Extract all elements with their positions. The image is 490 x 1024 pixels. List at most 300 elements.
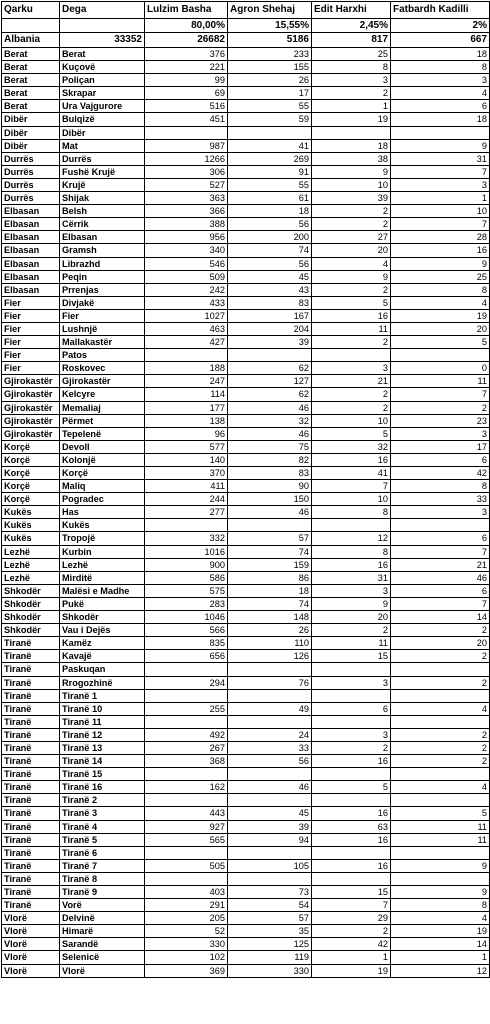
cell-qarku: Lezhë: [2, 545, 60, 558]
cell-dega: Memaliaj: [60, 401, 145, 414]
cell-candidate-2: 76: [228, 676, 312, 689]
cell-candidate-2: 74: [228, 244, 312, 257]
cell-candidate-3: 39: [312, 192, 391, 205]
cell-candidate-3: 10: [312, 178, 391, 191]
table-row: [2, 755, 490, 768]
cell-candidate-2: 155: [228, 61, 312, 74]
table-row: [2, 663, 490, 676]
cell-candidate-1: 221: [145, 61, 228, 74]
table-row: [2, 218, 490, 231]
cell-candidate-2: 39: [228, 336, 312, 349]
cell-dega: Korçë: [60, 467, 145, 480]
cell-candidate-1: 403: [145, 886, 228, 899]
table-row: [2, 48, 490, 61]
cell-candidate-2: 125: [228, 938, 312, 951]
table-row: [2, 493, 490, 506]
cell-candidate-1: 366: [145, 205, 228, 218]
table-row: [2, 689, 490, 702]
cell-candidate-1: 463: [145, 322, 228, 335]
cell-qarku: Korçë: [2, 453, 60, 466]
cell-candidate-4: 1: [391, 192, 490, 205]
cell-candidate-3: 11: [312, 637, 391, 650]
cell-candidate-2: 46: [228, 427, 312, 440]
cell-candidate-3: 2: [312, 87, 391, 100]
table-row: [2, 257, 490, 270]
cell-dega: Gjirokastër: [60, 375, 145, 388]
cell-dega: Sarandë: [60, 938, 145, 951]
cell-candidate-1: 177: [145, 401, 228, 414]
cell-candidate-1: 96: [145, 427, 228, 440]
table-row: [2, 584, 490, 597]
cell-candidate-4: 11: [391, 375, 490, 388]
cell-candidate-3: 29: [312, 912, 391, 925]
cell-candidate-4: 20: [391, 322, 490, 335]
table-row: [2, 100, 490, 113]
cell-candidate-3: 42: [312, 938, 391, 951]
total-candidate-4: 667: [391, 33, 490, 48]
cell-candidate-4: [391, 715, 490, 728]
cell-candidate-2: 91: [228, 165, 312, 178]
cell-candidate-4: 7: [391, 218, 490, 231]
cell-candidate-2: 119: [228, 951, 312, 964]
cell-qarku: Tiranë: [2, 859, 60, 872]
table-row: [2, 532, 490, 545]
cell-candidate-1: [145, 349, 228, 362]
cell-qarku: Tiranë: [2, 741, 60, 754]
cell-candidate-2: 55: [228, 178, 312, 191]
cell-qarku: Elbasan: [2, 218, 60, 231]
cell-candidate-4: 4: [391, 87, 490, 100]
cell-candidate-4: 14: [391, 938, 490, 951]
cell-dega: Kamëz: [60, 637, 145, 650]
cell-candidate-4: 31: [391, 152, 490, 165]
cell-candidate-2: 82: [228, 453, 312, 466]
cell-qarku: Tiranë: [2, 663, 60, 676]
cell-dega: Vorë: [60, 899, 145, 912]
cell-candidate-1: [145, 715, 228, 728]
cell-candidate-1: 577: [145, 440, 228, 453]
cell-candidate-3: 38: [312, 152, 391, 165]
cell-qarku: Gjirokastër: [2, 414, 60, 427]
cell-dega: Devoll: [60, 440, 145, 453]
cell-candidate-4: 11: [391, 820, 490, 833]
cell-candidate-3: 3: [312, 362, 391, 375]
cell-candidate-3: 10: [312, 493, 391, 506]
cell-candidate-3: 31: [312, 571, 391, 584]
cell-dega: Belsh: [60, 205, 145, 218]
cell-candidate-3: 3: [312, 74, 391, 87]
cell-candidate-3: 4: [312, 257, 391, 270]
cell-candidate-1: [145, 519, 228, 532]
cell-candidate-2: 57: [228, 532, 312, 545]
cell-candidate-2: 94: [228, 833, 312, 846]
cell-candidate-1: 267: [145, 741, 228, 754]
cell-qarku: Elbasan: [2, 283, 60, 296]
cell-qarku: Gjirokastër: [2, 401, 60, 414]
cell-candidate-1: [145, 846, 228, 859]
cell-candidate-3: 15: [312, 650, 391, 663]
table-row: [2, 414, 490, 427]
cell-qarku: Tiranë: [2, 846, 60, 859]
cell-candidate-4: 16: [391, 244, 490, 257]
cell-candidate-4: 9: [391, 139, 490, 152]
cell-candidate-1: 162: [145, 781, 228, 794]
cell-candidate-3: 1: [312, 951, 391, 964]
cell-qarku: Tiranë: [2, 637, 60, 650]
cell-candidate-1: 140: [145, 453, 228, 466]
cell-qarku: Kukës: [2, 519, 60, 532]
cell-candidate-4: 14: [391, 611, 490, 624]
cell-dega: Divjakë: [60, 296, 145, 309]
table-row: [2, 440, 490, 453]
cell-candidate-2: 73: [228, 886, 312, 899]
total-candidate-3: 817: [312, 33, 391, 48]
cell-candidate-3: 8: [312, 61, 391, 74]
cell-candidate-2: 83: [228, 296, 312, 309]
cell-candidate-2: 46: [228, 401, 312, 414]
cell-qarku: Korçë: [2, 480, 60, 493]
cell-candidate-3: 16: [312, 755, 391, 768]
cell-candidate-3: 21: [312, 375, 391, 388]
table-row: [2, 165, 490, 178]
header-candidate-4: Fatbardh Kadilli: [391, 2, 490, 19]
cell-candidate-2: [228, 663, 312, 676]
cell-candidate-2: 55: [228, 100, 312, 113]
cell-qarku: Shkodër: [2, 611, 60, 624]
cell-qarku: Vlorë: [2, 912, 60, 925]
cell-qarku: Kukës: [2, 506, 60, 519]
cell-candidate-1: 244: [145, 493, 228, 506]
cell-dega: Fushë Krujë: [60, 165, 145, 178]
cell-qarku: Berat: [2, 74, 60, 87]
table-row: [2, 349, 490, 362]
table-row: [2, 87, 490, 100]
cell-dega: Tiranë 16: [60, 781, 145, 794]
cell-dega: Shkodër: [60, 611, 145, 624]
cell-qarku: Fier: [2, 336, 60, 349]
table-row: [2, 467, 490, 480]
cell-candidate-2: 204: [228, 322, 312, 335]
cell-candidate-4: [391, 872, 490, 885]
table-row: [2, 270, 490, 283]
table-row: [2, 611, 490, 624]
header-qarku: Qarku: [2, 2, 60, 19]
table-row: [2, 938, 490, 951]
cell-candidate-3: 32: [312, 440, 391, 453]
cell-candidate-2: [228, 872, 312, 885]
cell-candidate-4: 9: [391, 257, 490, 270]
cell-dega: Maliq: [60, 480, 145, 493]
cell-candidate-3: [312, 349, 391, 362]
cell-candidate-1: 52: [145, 925, 228, 938]
cell-candidate-2: [228, 768, 312, 781]
cell-qarku: Durrës: [2, 165, 60, 178]
cell-candidate-1: 363: [145, 192, 228, 205]
cell-candidate-4: [391, 663, 490, 676]
cell-candidate-4: 2: [391, 676, 490, 689]
cell-candidate-3: 27: [312, 231, 391, 244]
cell-candidate-4: 10: [391, 205, 490, 218]
cell-candidate-3: 2: [312, 218, 391, 231]
cell-candidate-4: 5: [391, 336, 490, 349]
cell-candidate-2: 90: [228, 480, 312, 493]
cell-candidate-3: 2: [312, 283, 391, 296]
cell-candidate-3: 5: [312, 427, 391, 440]
cell-candidate-3: 12: [312, 532, 391, 545]
cell-candidate-4: 3: [391, 506, 490, 519]
cell-candidate-2: 32: [228, 414, 312, 427]
table-row: [2, 925, 490, 938]
cell-candidate-1: 242: [145, 283, 228, 296]
cell-candidate-3: 3: [312, 584, 391, 597]
cell-dega: Cërrik: [60, 218, 145, 231]
cell-dega: Kelcyre: [60, 388, 145, 401]
results-table-container: [1, 1, 490, 978]
cell-dega: Tepelenë: [60, 427, 145, 440]
cell-candidate-1: [145, 768, 228, 781]
table-row: [2, 244, 490, 257]
cell-candidate-4: 18: [391, 113, 490, 126]
cell-candidate-4: 9: [391, 859, 490, 872]
table-row: [2, 964, 490, 977]
cell-candidate-1: 1027: [145, 309, 228, 322]
cell-candidate-4: 3: [391, 74, 490, 87]
cell-candidate-4: [391, 794, 490, 807]
cell-dega: Tiranë 8: [60, 872, 145, 885]
cell-candidate-2: 17: [228, 87, 312, 100]
cell-candidate-2: 41: [228, 139, 312, 152]
cell-candidate-1: 956: [145, 231, 228, 244]
table-row: [2, 846, 490, 859]
table-row: [2, 519, 490, 532]
cell-candidate-2: 74: [228, 545, 312, 558]
cell-candidate-4: 6: [391, 584, 490, 597]
cell-candidate-3: [312, 846, 391, 859]
cell-candidate-3: [312, 663, 391, 676]
cell-candidate-2: 54: [228, 899, 312, 912]
cell-candidate-3: 2: [312, 925, 391, 938]
cell-candidate-4: 2: [391, 624, 490, 637]
cell-candidate-4: 11: [391, 833, 490, 846]
cell-qarku: Tiranë: [2, 650, 60, 663]
percentage-candidate-4: 2%: [391, 19, 490, 33]
cell-candidate-4: 46: [391, 571, 490, 584]
cell-dega: Tiranë 1: [60, 689, 145, 702]
cell-candidate-2: 126: [228, 650, 312, 663]
cell-qarku: Berat: [2, 61, 60, 74]
cell-dega: Lezhë: [60, 558, 145, 571]
cell-qarku: Dibër: [2, 113, 60, 126]
table-row: [2, 61, 490, 74]
table-row: [2, 637, 490, 650]
cell-qarku: Lezhë: [2, 571, 60, 584]
cell-qarku: Tiranë: [2, 833, 60, 846]
table-row: [2, 427, 490, 440]
cell-candidate-1: 656: [145, 650, 228, 663]
cell-qarku: Durrës: [2, 192, 60, 205]
table-row: [2, 126, 490, 139]
cell-dega: Patos: [60, 349, 145, 362]
table-row: [2, 624, 490, 637]
cell-candidate-2: [228, 846, 312, 859]
cell-qarku: Dibër: [2, 126, 60, 139]
table-row: [2, 912, 490, 925]
cell-candidate-4: 4: [391, 781, 490, 794]
percentage-blank: [60, 19, 145, 33]
cell-candidate-1: 575: [145, 584, 228, 597]
header-candidate-2: Agron Shehaj: [228, 2, 312, 19]
cell-candidate-2: 39: [228, 820, 312, 833]
cell-qarku: Durrës: [2, 152, 60, 165]
cell-candidate-3: [312, 715, 391, 728]
cell-candidate-2: 62: [228, 362, 312, 375]
table-row: [2, 702, 490, 715]
cell-dega: Tiranë 2: [60, 794, 145, 807]
cell-candidate-4: 4: [391, 702, 490, 715]
cell-candidate-1: 114: [145, 388, 228, 401]
cell-dega: Tiranë 6: [60, 846, 145, 859]
cell-candidate-4: 19: [391, 309, 490, 322]
cell-qarku: Fier: [2, 296, 60, 309]
cell-candidate-2: 269: [228, 152, 312, 165]
table-row: [2, 558, 490, 571]
total-voters: 33352: [60, 33, 145, 48]
cell-qarku: Kukës: [2, 532, 60, 545]
cell-candidate-3: 5: [312, 781, 391, 794]
cell-dega: Tiranë 10: [60, 702, 145, 715]
cell-qarku: Elbasan: [2, 244, 60, 257]
cell-qarku: Shkodër: [2, 597, 60, 610]
cell-candidate-2: [228, 349, 312, 362]
cell-qarku: Tiranë: [2, 872, 60, 885]
cell-dega: Rrogozhinë: [60, 676, 145, 689]
cell-candidate-1: 388: [145, 218, 228, 231]
cell-candidate-4: 7: [391, 165, 490, 178]
cell-candidate-4: 4: [391, 912, 490, 925]
cell-qarku: Elbasan: [2, 257, 60, 270]
table-row: [2, 205, 490, 218]
cell-candidate-2: 167: [228, 309, 312, 322]
cell-dega: Tiranë 3: [60, 807, 145, 820]
total-candidate-1: 26682: [145, 33, 228, 48]
cell-candidate-3: 16: [312, 558, 391, 571]
cell-candidate-2: 49: [228, 702, 312, 715]
cell-dega: Tiranë 5: [60, 833, 145, 846]
cell-qarku: Shkodër: [2, 584, 60, 597]
cell-candidate-1: [145, 663, 228, 676]
cell-candidate-2: 105: [228, 859, 312, 872]
table-row: [2, 781, 490, 794]
table-row: [2, 231, 490, 244]
cell-dega: Tiranë 14: [60, 755, 145, 768]
table-row: [2, 453, 490, 466]
cell-candidate-2: 56: [228, 257, 312, 270]
cell-candidate-1: 835: [145, 637, 228, 650]
cell-candidate-4: 33: [391, 493, 490, 506]
cell-candidate-1: 566: [145, 624, 228, 637]
cell-candidate-3: [312, 689, 391, 702]
cell-candidate-1: 527: [145, 178, 228, 191]
cell-qarku: Korçë: [2, 493, 60, 506]
cell-candidate-4: 6: [391, 100, 490, 113]
cell-dega: Kukës: [60, 519, 145, 532]
cell-candidate-1: 443: [145, 807, 228, 820]
cell-candidate-4: 28: [391, 231, 490, 244]
table-row: [2, 139, 490, 152]
cell-candidate-3: [312, 872, 391, 885]
cell-candidate-2: 233: [228, 48, 312, 61]
cell-candidate-1: 368: [145, 755, 228, 768]
table-row: [2, 401, 490, 414]
cell-candidate-1: 427: [145, 336, 228, 349]
cell-candidate-3: 9: [312, 597, 391, 610]
cell-candidate-2: [228, 794, 312, 807]
cell-candidate-4: [391, 768, 490, 781]
cell-candidate-4: 19: [391, 925, 490, 938]
cell-candidate-4: 7: [391, 597, 490, 610]
cell-qarku: Tiranë: [2, 899, 60, 912]
table-row: [2, 676, 490, 689]
cell-candidate-3: 16: [312, 453, 391, 466]
cell-candidate-1: 376: [145, 48, 228, 61]
cell-dega: Paskuqan: [60, 663, 145, 676]
cell-candidate-1: 330: [145, 938, 228, 951]
cell-candidate-4: 21: [391, 558, 490, 571]
cell-candidate-2: 45: [228, 807, 312, 820]
cell-candidate-3: 10: [312, 414, 391, 427]
cell-candidate-1: 1266: [145, 152, 228, 165]
cell-candidate-2: 56: [228, 755, 312, 768]
table-row: [2, 296, 490, 309]
table-row: [2, 192, 490, 205]
cell-qarku: Tiranë: [2, 886, 60, 899]
cell-candidate-4: 6: [391, 453, 490, 466]
percentage-row: [2, 19, 490, 33]
cell-dega: Tiranë 4: [60, 820, 145, 833]
cell-candidate-1: 69: [145, 87, 228, 100]
cell-candidate-1: 283: [145, 597, 228, 610]
cell-candidate-3: 7: [312, 480, 391, 493]
cell-qarku: Elbasan: [2, 205, 60, 218]
cell-candidate-1: 1016: [145, 545, 228, 558]
total-label: Albania: [2, 33, 60, 48]
cell-candidate-3: 41: [312, 467, 391, 480]
cell-candidate-4: 2: [391, 650, 490, 663]
cell-candidate-4: [391, 519, 490, 532]
cell-candidate-3: [312, 519, 391, 532]
cell-dega: Kavajë: [60, 650, 145, 663]
cell-dega: Pogradec: [60, 493, 145, 506]
cell-candidate-4: 5: [391, 807, 490, 820]
results-table: [1, 1, 490, 978]
cell-dega: Tiranë 15: [60, 768, 145, 781]
cell-dega: Tiranë 11: [60, 715, 145, 728]
cell-candidate-3: 20: [312, 611, 391, 624]
header-candidate-3: Edit Harxhi: [312, 2, 391, 19]
cell-candidate-2: [228, 689, 312, 702]
cell-candidate-2: 18: [228, 205, 312, 218]
table-row: [2, 715, 490, 728]
cell-candidate-1: 277: [145, 506, 228, 519]
cell-qarku: Tiranë: [2, 702, 60, 715]
table-row: [2, 820, 490, 833]
percentage-candidate-3: 2,45%: [312, 19, 391, 33]
cell-candidate-2: 26: [228, 624, 312, 637]
table-row: [2, 951, 490, 964]
cell-candidate-3: 2: [312, 205, 391, 218]
cell-candidate-4: 2: [391, 741, 490, 754]
cell-dega: Tiranë 13: [60, 741, 145, 754]
